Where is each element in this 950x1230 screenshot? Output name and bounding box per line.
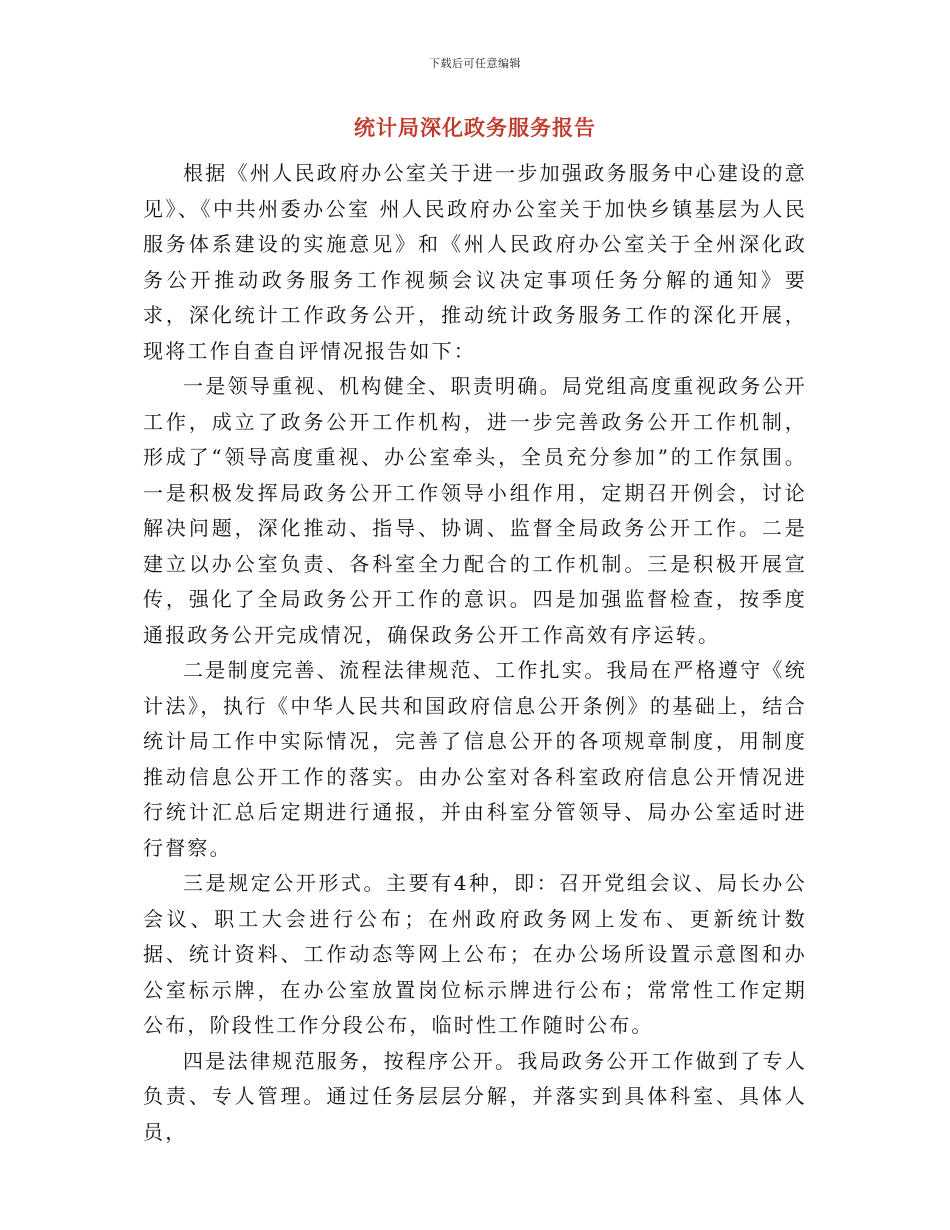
paragraph-intro: 根据《州人民政府办公室关于进一步加强政务服务中心建设的意见》、《中共州委办公室 州人民政府办公室关于加快乡镇基层为人民服务体系建设的实施意见》和《州人民政府办公室关于全州深化政务公开推动政务服务工作视频会议决定事项任务分解的通知》要求，深化统计工作政务公开，推动统计政务服务工作的深化开展，现将工作自查自评情况报告如下： <box>143 161 807 363</box>
document-body <box>143 156 807 1150</box>
document-title: 统计局深化政务服务报告 <box>354 115 596 140</box>
paragraph-point-2: 二是制度完善、流程法律规范、工作扎实。我局在严格遵守《统计法》，执行《中华人民共和国政府信息公开条例》的基础上，结合统计局工作中实际情况，完善了信息公开的各项规章制度，用制度推动信息公开工作的落实。由办公室对各科室政府信息公开情况进行统计汇总后定期进行通报，并由科室分管领导、局办公室适时进行督察。 <box>143 658 807 860</box>
paragraph-point-4: 四是法律规范服务，按程序公开。我局政务公开工作做到了专人负责、专人管理。通过任务层层分解，并落实到具体科室、具体人员， <box>143 1048 807 1144</box>
paragraph-point-3: 三是规定公开形式。主要有4种，即：召开党组会议、局长办公会议、职工大会进行公布；在州政府政务网上发布、更新统计数据、统计资料、工作动态等网上公布；在办公场所设置示意图和办公室标示牌，在办公室放置岗位标示牌进行公布；常常性工作定期公布，阶段性工作分段公布，临时性工作随时公布。 <box>143 871 807 1037</box>
paragraph-point-1: 一是领导重视、机构健全、职责明确。局党组高度重视政务公开工作，成立了政务公开工作机构，进一步完善政务公开工作机制，形成了“领导高度重视、办公室牵头，全员充分参加”的工作氛围。一是积极发挥局政务公开工作领导小组作用，定期召开例会，讨论解决问题，深化推动、指导、协调、监督全局政务公开工作。二是建立以办公室负责、各科室全力配合的工作机制。三是积极开展宣传，强化了全局政务公开工作的意识。四是加强监督检查，按季度通报政务公开完成情况，确保政务公开工作高效有序运转。 <box>143 374 807 647</box>
header-note: 下载后可任意编辑 <box>429 57 521 70</box>
